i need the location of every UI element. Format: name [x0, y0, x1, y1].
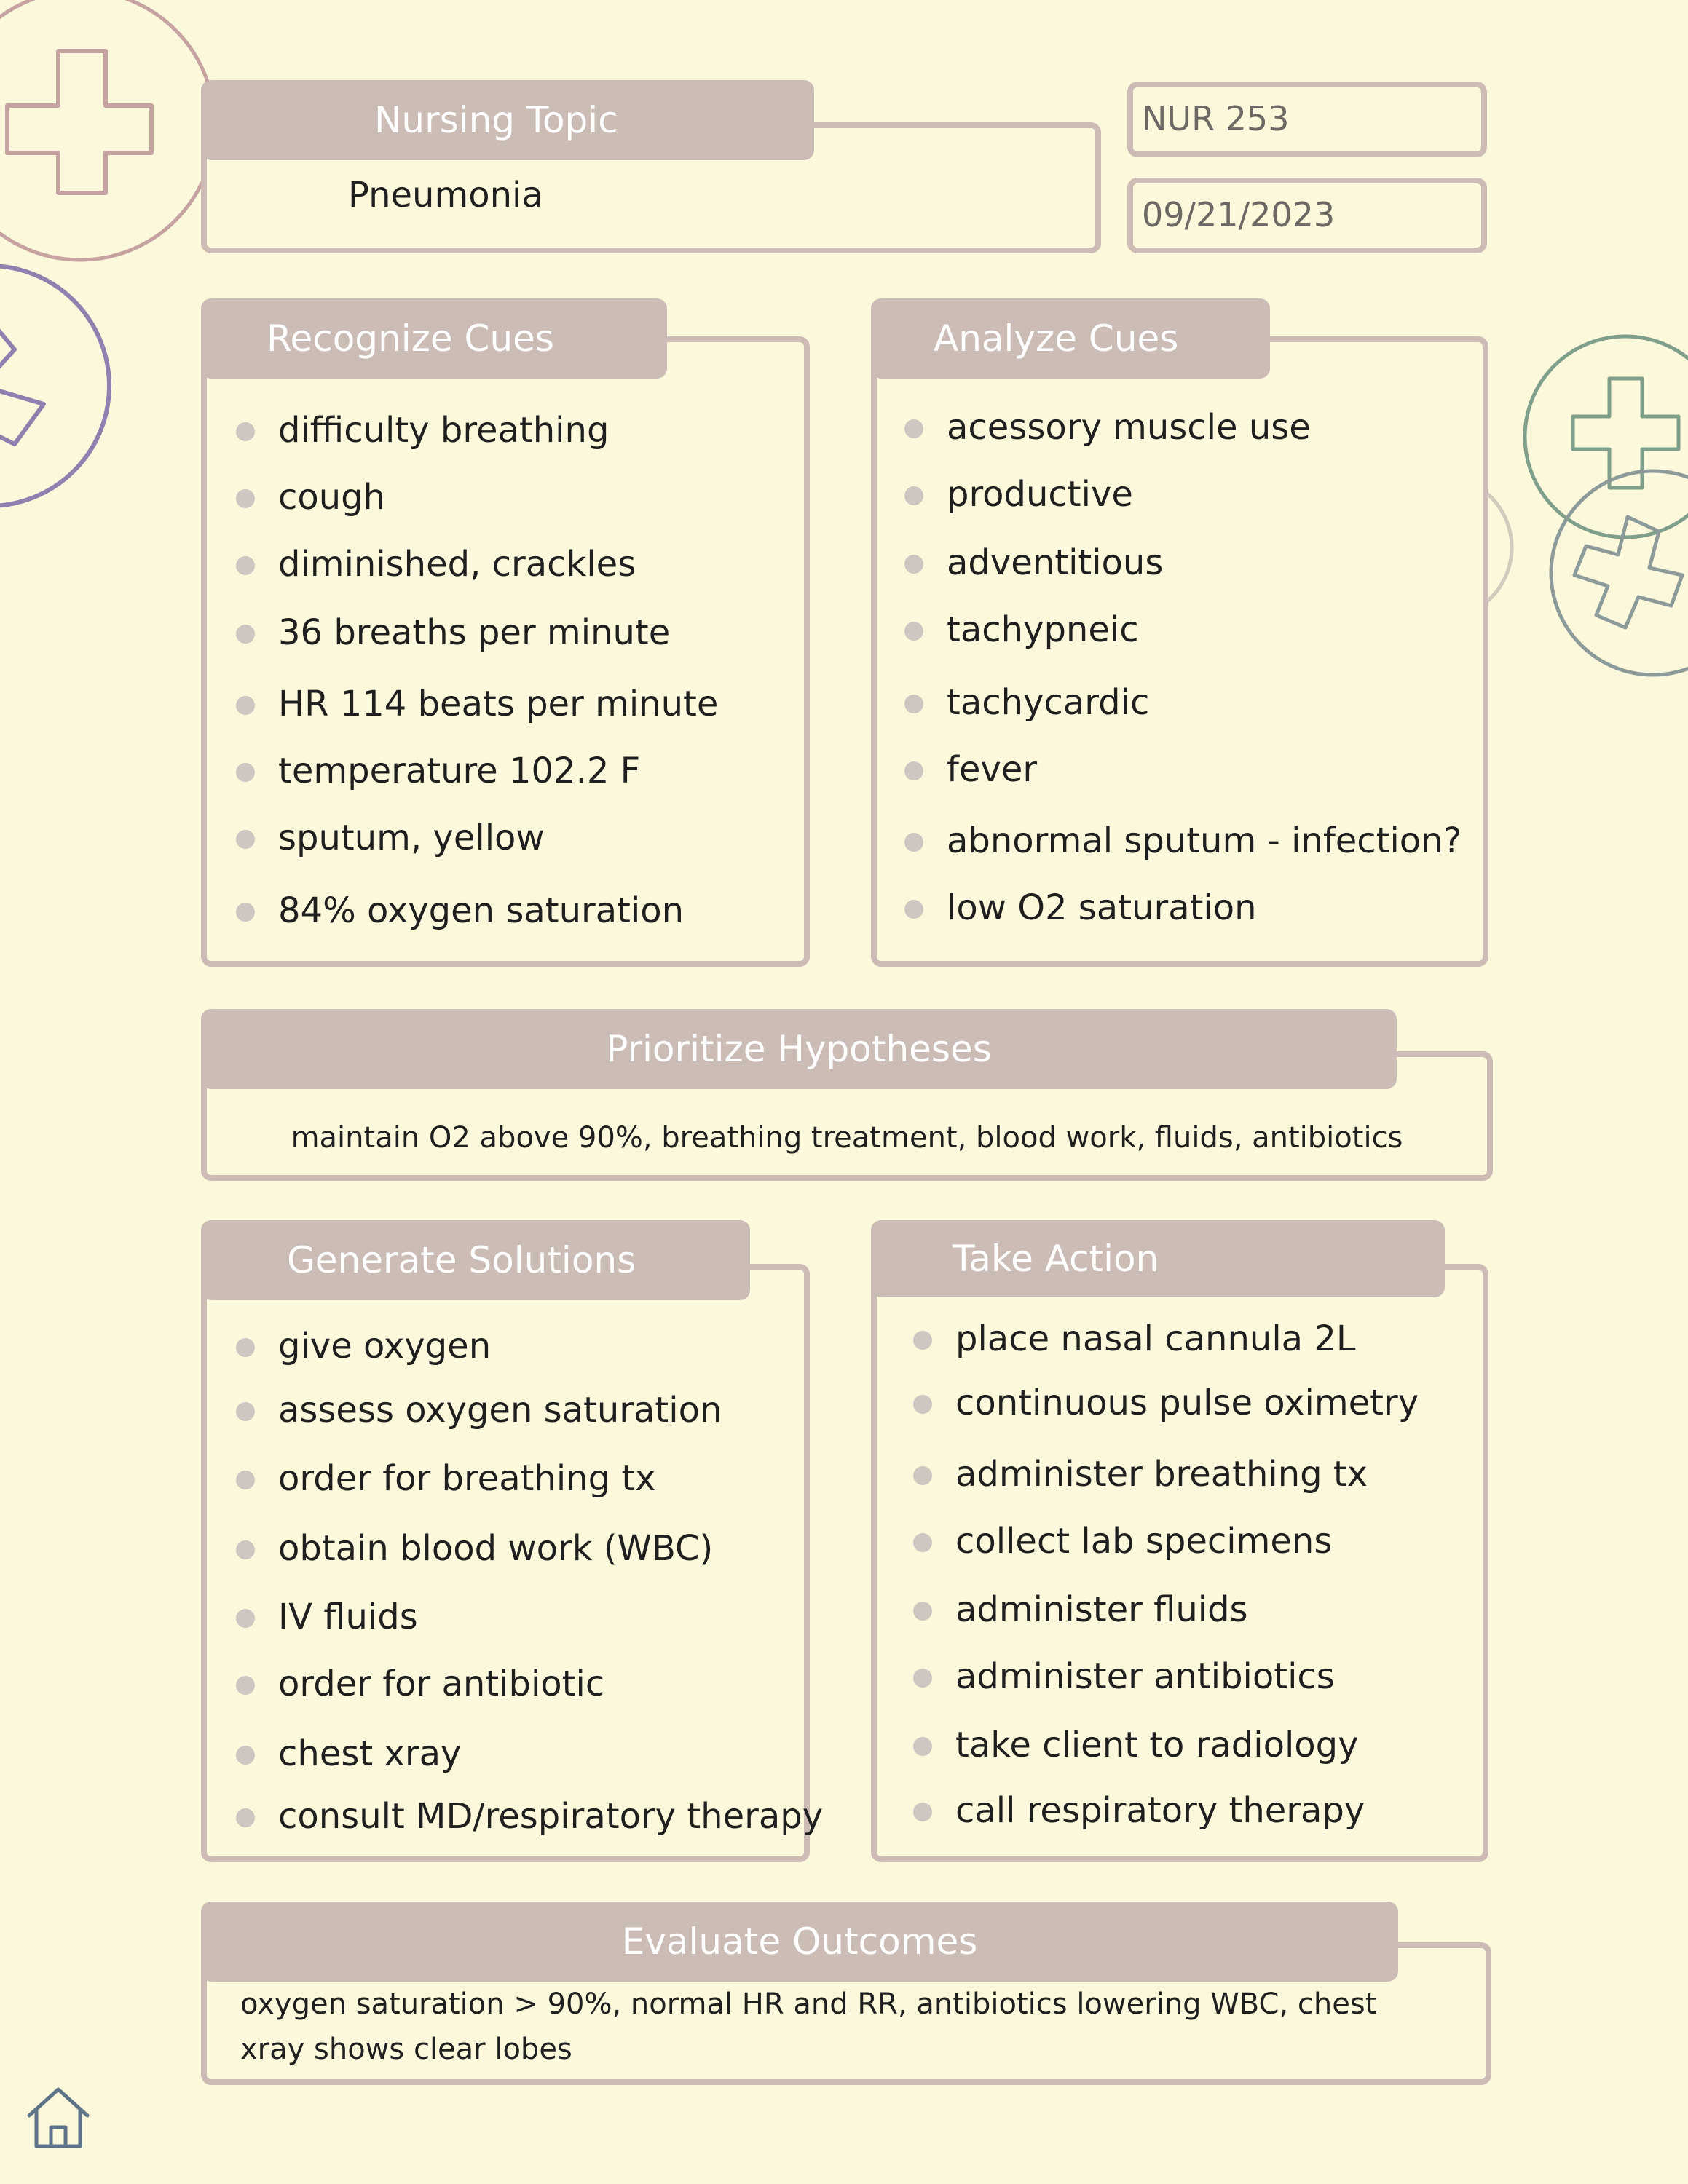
list-item: adventitious: [903, 542, 1462, 584]
prioritize-title: Prioritize Hypotheses: [201, 1009, 1397, 1089]
list-item: obtain blood work (WBC): [234, 1527, 823, 1570]
list-item: abnormal sputum - infection?: [903, 820, 1462, 862]
list-item: tachypneic: [903, 609, 1462, 651]
recognize-cues-list: [234, 409, 718, 932]
list-item: sputum, yellow: [234, 817, 718, 859]
home-icon[interactable]: [23, 2084, 93, 2153]
take-action-title: Take Action: [871, 1220, 1445, 1297]
list-item: difficulty breathing: [234, 409, 718, 451]
list-item: diminished, crackles: [234, 543, 718, 585]
list-item: productive: [903, 473, 1462, 515]
generate-solutions-title: Generate Solutions: [201, 1220, 750, 1300]
topic-value: Pneumonia: [348, 175, 543, 215]
list-item: administer breathing tx: [912, 1453, 1419, 1495]
evaluate-text: oxygen saturation > 90%, normal HR and RR, antibiotics lowering WBC, chest xray shows clear lobes: [240, 1987, 1377, 2066]
list-item: collect lab specimens: [912, 1520, 1419, 1562]
list-item: cough: [234, 476, 718, 518]
course-code: NUR 253: [1127, 82, 1487, 157]
list-item: call respiratory therapy: [912, 1789, 1419, 1832]
medical-cross-icon: [0, 266, 109, 506]
list-item: 36 breaths per minute: [234, 612, 718, 654]
analyze-cues-title: Analyze Cues: [871, 298, 1270, 379]
list-item: administer antibiotics: [912, 1655, 1419, 1698]
list-item: order for breathing tx: [234, 1457, 823, 1500]
list-item: order for antibiotic: [234, 1663, 823, 1705]
list-item: chest xray: [234, 1733, 823, 1775]
list-item: continuous pulse oximetry: [912, 1382, 1419, 1424]
list-item: give oxygen: [234, 1325, 823, 1367]
take-action-list: [912, 1318, 1419, 1832]
list-item: tachycardic: [903, 681, 1462, 724]
list-item: place nasal cannula 2L: [912, 1318, 1419, 1360]
list-item: HR 114 beats per minute: [234, 683, 718, 725]
list-item: take client to radiology: [912, 1724, 1419, 1766]
list-item: consult MD/respiratory therapy: [234, 1795, 823, 1837]
medical-cross-icon: [1551, 471, 1688, 675]
recognize-cues-title: Recognize Cues: [201, 298, 667, 379]
evaluate-title: Evaluate Outcomes: [201, 1902, 1398, 1982]
list-item: assess oxygen saturation: [234, 1389, 823, 1431]
analyze-cues-list: [903, 406, 1462, 929]
list-item: temperature 102.2 F: [234, 750, 718, 792]
topic-label: Nursing Topic: [201, 80, 814, 160]
list-item: acessory muscle use: [903, 406, 1462, 448]
list-item: fever: [903, 748, 1462, 791]
prioritize-text: maintain O2 above 90%, breathing treatment, blood work, fluids, antibiotics: [291, 1121, 1403, 1155]
list-item: IV fluids: [234, 1596, 823, 1638]
medical-cross-icon: [1525, 336, 1688, 537]
medical-cross-icon: [0, 0, 215, 260]
generate-solutions-list: [234, 1325, 823, 1837]
list-item: 84% oxygen saturation: [234, 890, 718, 932]
list-item: administer fluids: [912, 1588, 1419, 1631]
date: 09/21/2023: [1127, 178, 1487, 253]
list-item: low O2 saturation: [903, 887, 1462, 929]
